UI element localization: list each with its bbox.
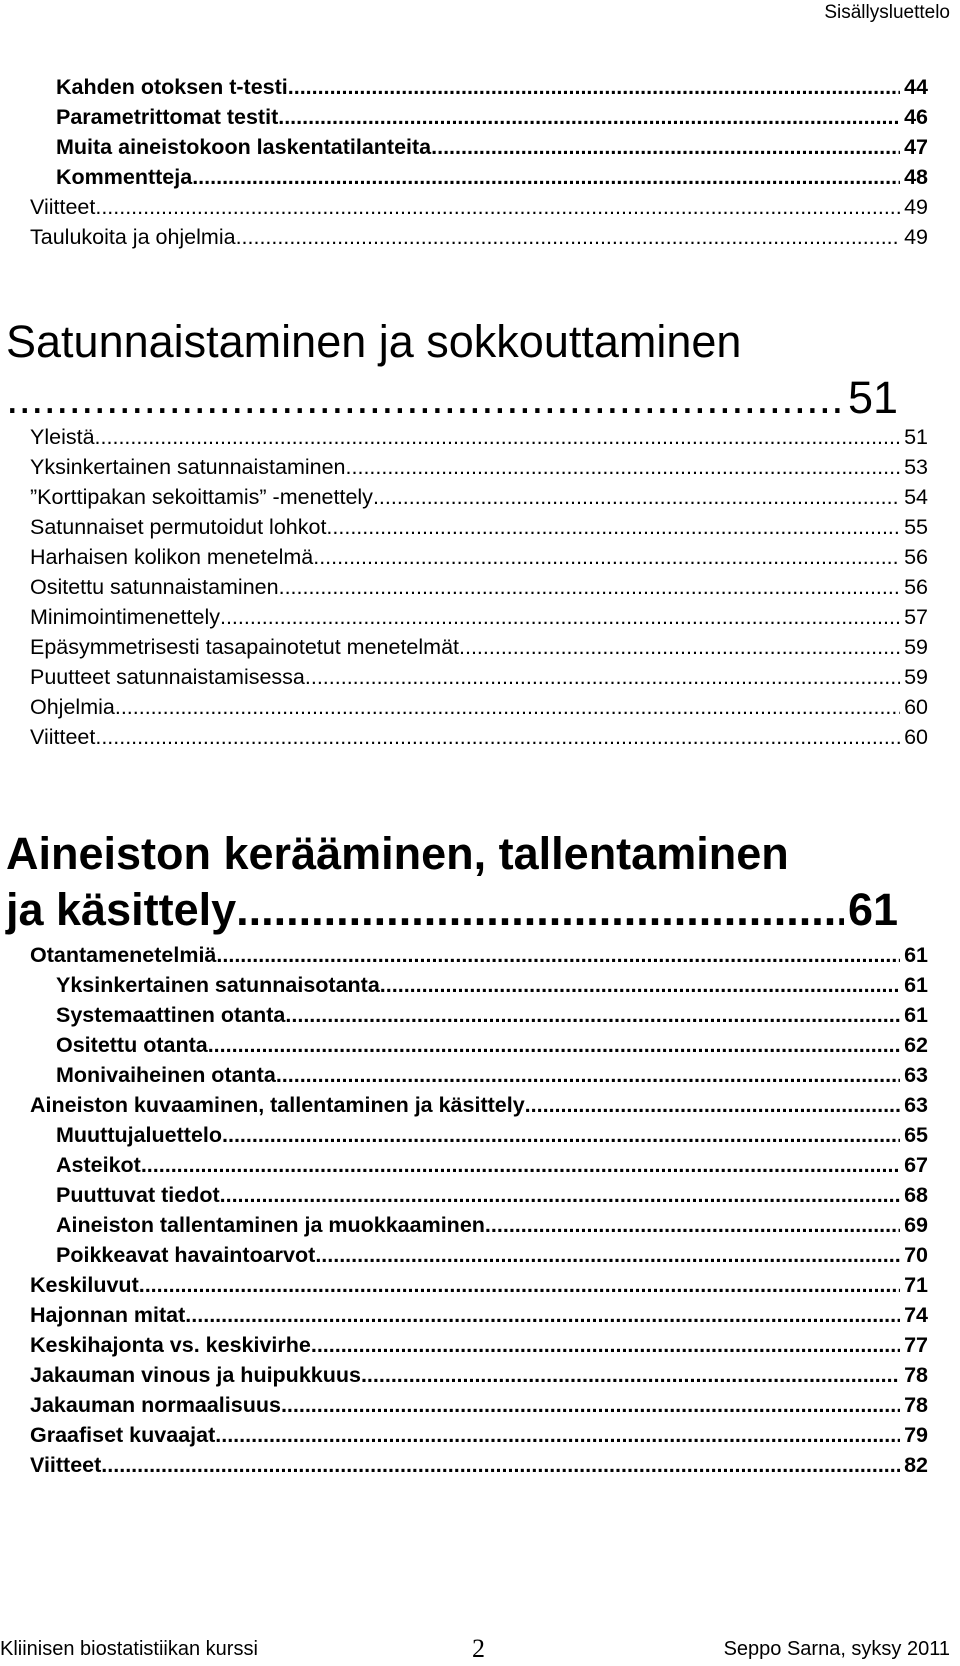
toc-entry[interactable] <box>0 98 960 128</box>
toc-entry[interactable] <box>0 1146 960 1176</box>
toc-entry-label: Ositettu satunnaistaminen <box>30 574 279 599</box>
toc-entry-page: 65 <box>904 1122 928 1147</box>
dot-leader <box>431 137 900 159</box>
toc-entry-page: 62 <box>904 1032 928 1057</box>
toc-entry-label: Jakauman normaalisuus <box>30 1392 281 1417</box>
toc-entry-page: 68 <box>904 1182 928 1207</box>
toc-entry-page: 77 <box>904 1332 928 1357</box>
dot-leader <box>315 1245 900 1267</box>
toc-entry-page: 55 <box>904 514 928 539</box>
toc-entry-page: 49 <box>904 224 928 249</box>
toc-entry-label: Ohjelmia <box>30 694 115 719</box>
toc-entry-page: 56 <box>904 574 928 599</box>
toc-entry[interactable] <box>0 538 960 568</box>
toc-entry[interactable] <box>0 1086 960 1116</box>
toc-entry-label: Puutteet satunnaistamisessa <box>30 664 305 689</box>
toc-entry[interactable] <box>0 1296 960 1326</box>
toc-entry-label: Systemaattinen otanta <box>56 1002 286 1027</box>
toc-entry-page: 49 <box>904 194 928 219</box>
toc-entry-page: 79 <box>904 1422 928 1447</box>
toc-block-previous-chapter <box>0 68 960 248</box>
toc-entry-label: Muita aineistokoon laskentatilanteita <box>56 134 432 159</box>
toc-entry-label: Kommentteja <box>56 164 193 189</box>
toc-entry[interactable] <box>0 188 960 218</box>
toc-entry[interactable] <box>0 598 960 628</box>
toc-entry[interactable] <box>0 936 960 966</box>
dot-leader <box>305 667 900 689</box>
footer-course-title: Kliinisen biostatistiikan kurssi <box>0 1638 258 1660</box>
dot-leader <box>222 1125 900 1147</box>
toc-entry-page: 82 <box>904 1452 928 1477</box>
toc-entry-label: Viitteet <box>30 724 96 749</box>
dot-leader <box>95 197 900 219</box>
toc-entry-label: Aineiston tallentaminen ja muokkaaminen <box>56 1212 485 1237</box>
dot-leader <box>525 1095 900 1117</box>
toc-block-chapter1 <box>0 418 960 748</box>
toc-entry[interactable] <box>0 1026 960 1056</box>
toc-entry-page: 47 <box>904 134 928 159</box>
toc-entry-label: Kahden otoksen t-testi <box>56 74 288 99</box>
running-header: Sisällysluettelo <box>824 2 950 23</box>
toc-entry-label: Taulukoita ja ohjelmia <box>30 224 236 249</box>
toc-entry-page: 71 <box>904 1272 928 1297</box>
chapter-page: 61 <box>847 884 898 935</box>
toc-entry-page: 44 <box>904 74 928 99</box>
toc-entry[interactable] <box>0 1236 960 1266</box>
toc-entry[interactable] <box>0 1386 960 1416</box>
dot-leader <box>115 697 900 719</box>
toc-entry[interactable] <box>0 996 960 1026</box>
toc-entry-label: Graafiset kuvaajat <box>30 1422 216 1447</box>
toc-entry-page: 56 <box>904 544 928 569</box>
dot-leader <box>208 1035 900 1057</box>
toc-entry-page: 48 <box>904 164 928 189</box>
toc-entry-page: 74 <box>904 1302 928 1327</box>
toc-entry[interactable] <box>0 478 960 508</box>
toc-entry-label: Viitteet <box>30 194 96 219</box>
toc-entry-label: Poikkeavat havaintoarvot <box>56 1242 316 1267</box>
toc-entry-page: 61 <box>904 1002 928 1027</box>
toc-entry-label: Yleistä <box>30 424 95 449</box>
dot-leader <box>326 517 900 539</box>
dot-leader <box>95 427 901 449</box>
toc-entry[interactable] <box>0 158 960 188</box>
toc-entry-page: 63 <box>904 1062 928 1087</box>
toc-entry-label: Satunnaiset permutoidut lohkot <box>30 514 327 539</box>
toc-entry[interactable] <box>0 628 960 658</box>
toc-entry[interactable] <box>0 966 960 996</box>
toc-entry-page: 63 <box>904 1092 928 1117</box>
dot-leader <box>139 1275 900 1297</box>
toc-entry[interactable] <box>0 1206 960 1236</box>
toc-entry-label: Monivaiheinen otanta <box>56 1062 276 1087</box>
dot-leader <box>373 487 900 509</box>
toc-entry[interactable] <box>0 1116 960 1146</box>
dot-leader <box>380 975 900 997</box>
toc-entry-page: 59 <box>904 634 928 659</box>
dot-leader <box>361 1365 900 1387</box>
dot-leader <box>236 227 901 249</box>
dot-leader <box>485 1215 900 1237</box>
toc-entry[interactable] <box>0 218 960 248</box>
dot-leader <box>220 1185 900 1207</box>
chapter-title-line1: Aineiston kerääminen, tallentaminen <box>6 828 789 879</box>
toc-entry-page: 54 <box>904 484 928 509</box>
dot-leader <box>346 457 901 479</box>
toc-entry-page: 57 <box>904 604 928 629</box>
dot-leader <box>141 1155 900 1177</box>
toc-entry[interactable] <box>0 1056 960 1086</box>
chapter-title: Satunnaistaminen ja sokkouttaminen <box>6 316 742 367</box>
toc-entry[interactable] <box>0 568 960 598</box>
dot-leader <box>185 1305 900 1327</box>
toc-entry-label: Aineiston kuvaaminen, tallentaminen ja käsittely <box>30 1092 525 1117</box>
dot-leader <box>216 945 900 967</box>
footer-page-number: 2 <box>472 1634 485 1663</box>
toc-entry-label: Yksinkertainen satunnaistaminen <box>30 454 346 479</box>
dot-leader <box>279 577 900 599</box>
toc-entry-page: 61 <box>904 972 928 997</box>
chapter-heading-leader-line <box>0 368 960 424</box>
toc-entry[interactable] <box>0 1176 960 1206</box>
toc-entry[interactable] <box>0 1416 960 1446</box>
toc-entry-page: 78 <box>904 1362 928 1387</box>
toc-entry-label: Muuttujaluettelo <box>56 1122 223 1147</box>
toc-entry-page: 78 <box>904 1392 928 1417</box>
toc-entry-page: 60 <box>904 694 928 719</box>
chapter-title-line2: ja käsittely <box>6 884 237 935</box>
footer-author: Seppo Sarna, syksy 2011 <box>723 1638 950 1660</box>
toc-entry-label: Asteikot <box>56 1152 141 1177</box>
page-footer <box>0 1632 960 1662</box>
toc-entry-label: Keskiluvut <box>30 1272 139 1297</box>
toc-entry-page: 59 <box>904 664 928 689</box>
toc-entry-label: Puuttuvat tiedot <box>56 1182 220 1207</box>
toc-entry-page: 70 <box>904 1242 928 1267</box>
dot-leader <box>236 884 844 936</box>
toc-entry[interactable] <box>0 418 960 448</box>
toc-entry[interactable] <box>0 688 960 718</box>
toc-entry-page: 60 <box>904 724 928 749</box>
dot-leader <box>281 1395 900 1417</box>
toc-entry-label: Hajonnan mitat <box>30 1302 186 1327</box>
toc-entry[interactable] <box>0 128 960 158</box>
toc-entry-page: 46 <box>904 104 928 129</box>
chapter-heading-aineiston-keraaminen[interactable] <box>0 828 960 936</box>
toc-entry-label: Harhaisen kolikon menetelmä <box>30 544 314 569</box>
toc-entry[interactable] <box>0 658 960 688</box>
toc-entry-label: Epäsymmetrisesti tasapainotetut menetelmät <box>30 634 460 659</box>
dot-leader <box>276 1065 900 1087</box>
toc-entry[interactable] <box>0 448 960 478</box>
toc-entry-label: Ositettu otanta <box>56 1032 208 1057</box>
dot-leader <box>459 637 900 659</box>
toc-entry-label: Keskihajonta vs. keskivirhe <box>30 1332 311 1357</box>
dot-leader <box>285 1005 900 1027</box>
toc-entry-label: Jakauman vinous ja huipukkuus <box>30 1362 361 1387</box>
dot-leader <box>220 607 900 629</box>
toc-entry-page: 69 <box>904 1212 928 1237</box>
toc-entry[interactable] <box>0 1266 960 1296</box>
chapter-heading-satunnaistaminen[interactable] <box>0 316 960 424</box>
toc-entry[interactable] <box>0 508 960 538</box>
toc-entry-page: 67 <box>904 1152 928 1177</box>
chapter-page: 51 <box>847 372 898 423</box>
toc-entry-label: ”Korttipakan sekoittamis” -menettely <box>30 484 373 509</box>
dot-leader <box>311 1335 900 1357</box>
dot-leader <box>95 727 900 749</box>
dot-leader <box>313 547 900 569</box>
toc-entry-label: Otantamenetelmiä <box>30 942 217 967</box>
toc-entry[interactable] <box>0 1326 960 1356</box>
toc-entry[interactable] <box>0 718 960 748</box>
toc-entry-page: 53 <box>904 454 928 479</box>
toc-entry-label: Viitteet <box>30 1452 102 1477</box>
dot-leader <box>101 1455 900 1477</box>
toc-block-chapter2 <box>0 936 960 1476</box>
dot-leader <box>215 1425 900 1447</box>
toc-entry-label: Parametrittomat testit <box>56 104 279 129</box>
dot-leader <box>278 107 900 129</box>
toc-entry-page: 51 <box>904 424 928 449</box>
toc-entry-label: Minimointimenettely <box>30 604 220 629</box>
dot-leader <box>6 372 844 424</box>
toc-entry[interactable] <box>0 68 960 98</box>
dot-leader <box>192 167 900 189</box>
chapter-heading-leader-line <box>0 880 960 936</box>
toc-entry[interactable] <box>0 1356 960 1386</box>
toc-entry-page: 61 <box>904 942 928 967</box>
toc-entry-label: Yksinkertainen satunnaisotanta <box>56 972 380 997</box>
toc-entry[interactable] <box>0 1446 960 1476</box>
dot-leader <box>288 77 900 99</box>
